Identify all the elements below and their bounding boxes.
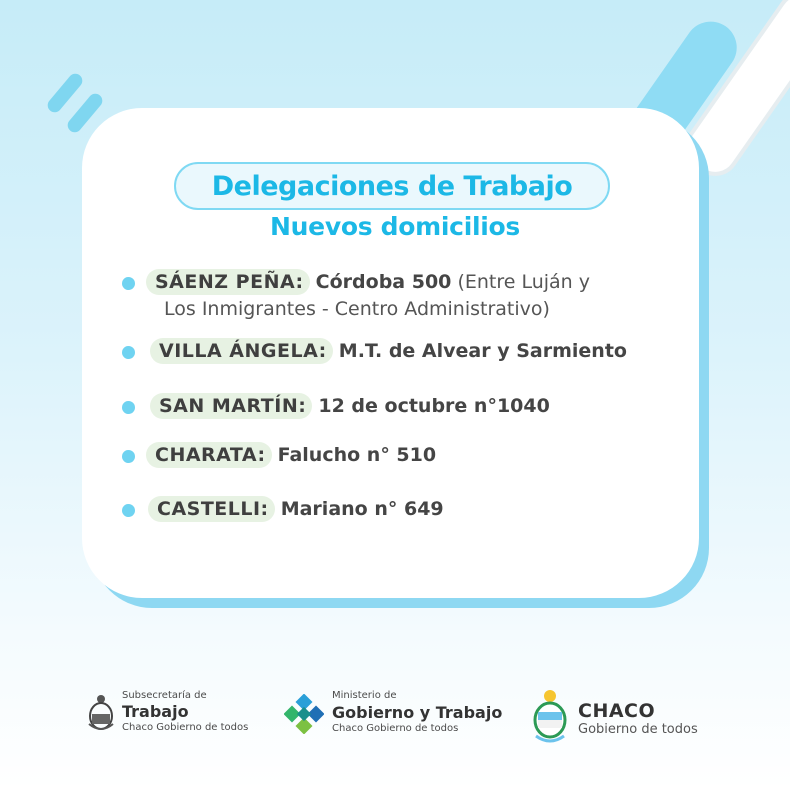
subsecretaria-logo <box>86 688 276 748</box>
address-note-line2: Los Inmigrantes - Centro Administrativo) <box>164 298 550 320</box>
location-label: CASTELLI: <box>148 496 275 522</box>
address-text: 12 de octubre n°1040 <box>318 395 550 417</box>
location-label: CHARATA: <box>146 442 272 468</box>
subsecretaria-line3: Chaco Gobierno de todos <box>122 722 249 733</box>
location-label: SAN MARTÍN: <box>150 393 312 419</box>
chaco-title: CHACO <box>578 700 656 722</box>
address-text: Mariano n° 649 <box>280 498 444 520</box>
ministerio-line3: Chaco Gobierno de todos <box>332 723 459 734</box>
chaco-subtitle: Gobierno de todos <box>578 722 698 737</box>
address-note: (Entre Luján y <box>457 271 591 293</box>
ministerio-mark-icon <box>284 694 324 734</box>
location-label: VILLA ÁNGELA: <box>150 338 333 364</box>
bullet-icon <box>122 277 135 290</box>
subsecretaria-line2: Trabajo <box>122 702 189 721</box>
address-text: M.T. de Alvear y Sarmiento <box>338 340 627 362</box>
ministerio-line1: Ministerio de <box>332 690 397 701</box>
bullet-icon <box>122 346 135 359</box>
address-text: Córdoba 500 <box>315 271 452 293</box>
bullet-icon <box>122 450 135 463</box>
ministerio-line2: Gobierno y Trabajo <box>332 703 503 722</box>
title-banner <box>174 162 610 210</box>
chaco-shield-icon <box>530 688 570 746</box>
ministerio-logo <box>284 688 504 748</box>
page-title: Delegaciones de Trabajo <box>211 170 573 202</box>
bullet-icon <box>122 401 135 414</box>
address-text: Falucho n° 510 <box>277 444 437 466</box>
page-subtitle: Nuevos domicilios <box>270 212 520 241</box>
coat-of-arms-icon <box>86 694 116 734</box>
chaco-logo <box>530 688 720 748</box>
subsecretaria-line1: Subsecretaría de <box>122 690 207 701</box>
location-label: SÁENZ PEÑA: <box>146 269 310 295</box>
bullet-icon <box>122 504 135 517</box>
